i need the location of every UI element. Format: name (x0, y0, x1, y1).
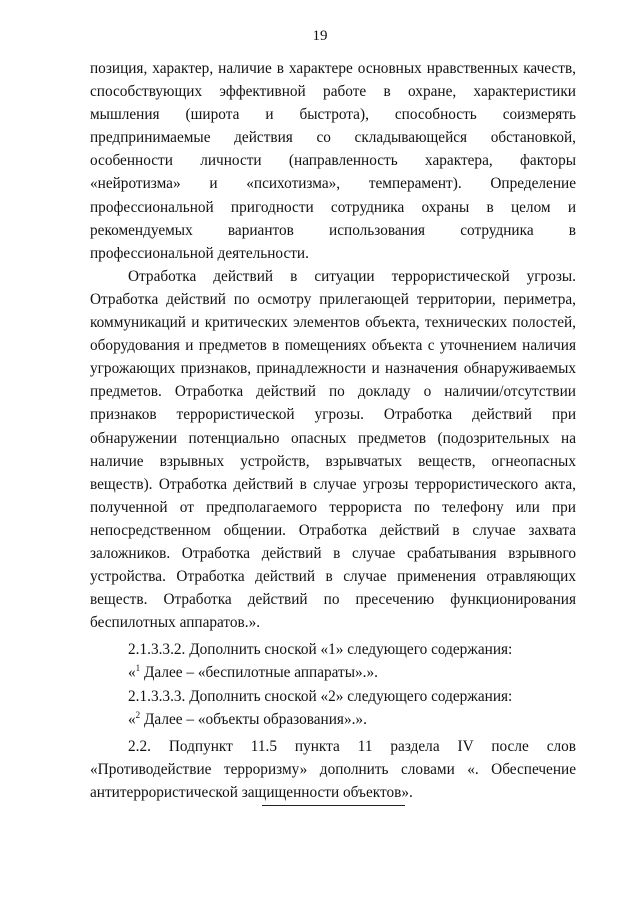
paragraph-footnote-1-text (90, 661, 576, 684)
footnote-2-content: Далее – «объекты образования».». (140, 710, 367, 728)
paragraph-continuation: позиция, характер, наличие в характере основных нравственных качеств, способствующих эффективной работе в охране, характеристики мышления (широта и быстрота), способность соизмерять предпринимаемые действия со складывающейся обстановкой, особенности личности (направленность характера, факторы «нейротизма» и «психотизма», темперамент). Определение профессиональной пригодности сотрудника охраны в целом и рекомендуемых вариантов использования сотрудника в профессиональной деятельности. (90, 60, 576, 262)
footnote-mark-1: 1 (135, 663, 141, 674)
paragraph-amendment-2-2: 2.2. Подпункт 11.5 пункта 11 раздела IV после слов «Противодействие терроризму» дополнить словами «. Обеспечение антитеррористической защищенности объектов». (90, 737, 576, 801)
paragraph-terror-threat: Отработка действий в ситуации террористической угрозы. Отработка действий по осмотру прилегающей территории, периметра, коммуникаций и критических элементов объекта, технических полостей, оборудования и предметов в помещениях объекта с уточнением наличия угрожающих признаков, принадлежности и назначения обнаруживаемых предметов. Отработка действий по докладу о наличии/отсутствии признаков террористической угрозы. Отработка действий при обнаружении потенциально опасных предметов (подозрительных на наличие взрывных устройств, взрывчатых веществ, огнеопасных веществ). Отработка действий в случае угрозы террористического акта, полученной от предполагаемого террориста по телефону или при непосредственном общении. Отработка действий в случае захвата заложников. Отработка действий в случае срабатывания взрывного устройства. Отработка действий в случае применения отравляющих веществ. Отработка действий по пресечению функционирования беспилотных аппаратов.». (90, 267, 576, 632)
paragraph-footnote-2-instruction: 2.1.3.3.3. Дополнить сноской «2» следующего содержания: (128, 687, 513, 705)
quote-open: « (128, 664, 136, 682)
paragraph-footnote-1-instruction: 2.1.3.3.2. Дополнить сноской «1» следующего содержания: (128, 641, 513, 659)
footnote-mark-2: 2 (135, 709, 141, 720)
footnote-separator-line (262, 805, 405, 806)
paragraph-footnote-2-text (90, 708, 576, 731)
body-text (90, 57, 576, 804)
quote-open: « (128, 710, 136, 728)
page-number: 19 (312, 28, 328, 44)
footnote-1-content: Далее – «беспилотные аппараты».». (140, 664, 378, 682)
